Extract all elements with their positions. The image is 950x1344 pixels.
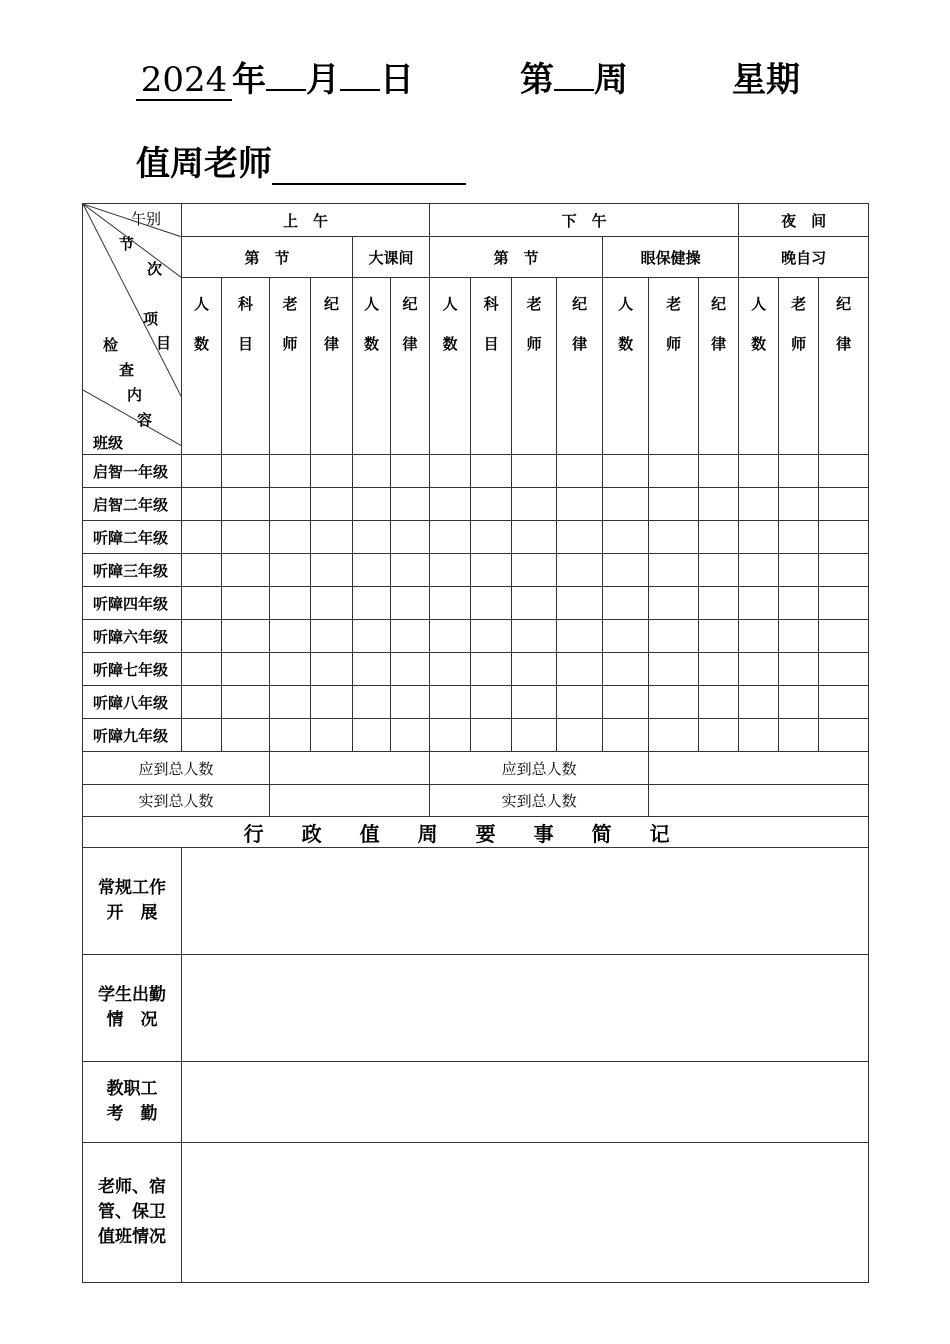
admin-routine-content[interactable] xyxy=(182,848,869,955)
check-cell[interactable] xyxy=(391,521,430,554)
check-cell[interactable] xyxy=(430,455,471,488)
table-row xyxy=(83,488,869,521)
break-label: 大课间 xyxy=(353,237,430,278)
col-header-char: 纪 xyxy=(572,295,588,314)
check-cell[interactable] xyxy=(391,719,430,752)
admin-attendance-content[interactable] xyxy=(182,955,869,1062)
col-header-teacher xyxy=(270,278,311,455)
month-label: 月 xyxy=(306,60,340,100)
actual-value-am[interactable] xyxy=(270,785,430,817)
col-header-char: 律 xyxy=(402,335,418,354)
col-header-char: 师 xyxy=(282,335,298,354)
check-cell[interactable] xyxy=(311,686,353,719)
date-line xyxy=(136,52,800,101)
table-row xyxy=(83,455,869,488)
check-cell[interactable] xyxy=(182,488,222,521)
check-cell[interactable] xyxy=(182,554,222,587)
col-header-char: 老 xyxy=(791,295,807,314)
check-cell[interactable] xyxy=(311,653,353,686)
col-header-char: 人 xyxy=(751,295,767,314)
col-header-char: 师 xyxy=(666,335,682,354)
check-cell[interactable] xyxy=(353,719,391,752)
check-cell[interactable] xyxy=(270,521,311,554)
column-headers xyxy=(83,278,869,455)
check-cell[interactable] xyxy=(779,521,819,554)
admin-duty-line1: 老师、宿 xyxy=(98,1177,166,1197)
check-cell[interactable] xyxy=(779,653,819,686)
teacher-line xyxy=(136,136,466,185)
col-header-count xyxy=(430,278,471,455)
check-cell[interactable] xyxy=(353,488,391,521)
col-header-teacher xyxy=(779,278,819,455)
check-cell[interactable] xyxy=(311,488,353,521)
col-header-discipline xyxy=(311,278,353,455)
check-cell[interactable] xyxy=(391,488,430,521)
check-cell[interactable] xyxy=(270,686,311,719)
admin-routine-line1: 常规工作 xyxy=(98,878,166,898)
teacher-blank[interactable] xyxy=(272,149,466,185)
check-cell[interactable] xyxy=(353,587,391,620)
teacher-label: 值周老师 xyxy=(136,144,272,184)
check-cell[interactable] xyxy=(391,455,430,488)
check-cell[interactable] xyxy=(471,521,512,554)
check-cell[interactable] xyxy=(391,653,430,686)
check-cell[interactable] xyxy=(512,587,557,620)
check-cell[interactable] xyxy=(311,587,353,620)
check-cell[interactable] xyxy=(699,653,739,686)
check-cell[interactable] xyxy=(471,620,512,653)
admin-duty-content[interactable] xyxy=(182,1143,869,1283)
check-cell[interactable] xyxy=(311,620,353,653)
col-header-char: 纪 xyxy=(711,295,727,314)
check-cell[interactable] xyxy=(270,620,311,653)
day-blank[interactable] xyxy=(340,89,380,91)
actual-value-pm[interactable] xyxy=(649,785,869,817)
check-cell[interactable] xyxy=(699,488,739,521)
check-cell[interactable] xyxy=(471,554,512,587)
check-cell[interactable] xyxy=(430,488,471,521)
check-cell[interactable] xyxy=(471,719,512,752)
col-header-char: 纪 xyxy=(323,295,339,314)
check-cell[interactable] xyxy=(353,455,391,488)
check-cell[interactable] xyxy=(512,488,557,521)
check-cell[interactable] xyxy=(270,554,311,587)
col-header-char: 数 xyxy=(363,335,379,354)
check-cell[interactable] xyxy=(557,455,603,488)
admin-duty-line2: 管、保卫 xyxy=(98,1202,166,1222)
corner-period: 节 xyxy=(119,235,135,253)
check-cell[interactable] xyxy=(222,620,270,653)
day-label: 日 xyxy=(380,60,414,100)
col-header-char: 老 xyxy=(282,295,298,314)
col-header-count xyxy=(739,278,779,455)
admin-title: 行政值周要事简记 xyxy=(83,817,869,848)
table-row xyxy=(83,521,869,554)
corner-item1: 项 xyxy=(143,310,159,328)
col-header-char: 目 xyxy=(483,335,499,354)
table-row xyxy=(83,686,869,719)
actual-label-am: 实到总人数 xyxy=(83,785,270,817)
col-header-char: 数 xyxy=(751,335,767,354)
admin-staff-line2: 考 勤 xyxy=(106,1104,158,1124)
section-morning: 上 午 xyxy=(182,204,430,237)
year-value: 2024 xyxy=(136,63,232,101)
check-cell[interactable] xyxy=(649,686,699,719)
check-cell[interactable] xyxy=(603,653,649,686)
check-cell[interactable] xyxy=(512,719,557,752)
expected-label-am: 应到总人数 xyxy=(83,752,270,785)
admin-staff-label xyxy=(83,1062,182,1143)
corner-check4: 容 xyxy=(137,411,153,429)
corner-class: 班级 xyxy=(93,434,124,452)
check-cell[interactable] xyxy=(699,686,739,719)
col-header-char: 科 xyxy=(237,295,253,314)
col-header-subject xyxy=(222,278,270,455)
check-cell[interactable] xyxy=(779,587,819,620)
actual-label-pm: 实到总人数 xyxy=(430,785,649,817)
check-cell[interactable] xyxy=(819,653,869,686)
check-cell[interactable] xyxy=(649,587,699,620)
check-cell[interactable] xyxy=(222,587,270,620)
col-header-char: 人 xyxy=(363,295,379,314)
check-cell[interactable] xyxy=(819,620,869,653)
admin-staff-content[interactable] xyxy=(182,1062,869,1143)
admin-routine-line2: 开 展 xyxy=(106,903,158,923)
col-header-discipline xyxy=(391,278,430,455)
class-name: 听障六年级 xyxy=(83,620,182,653)
admin-duty-line3: 值班情况 xyxy=(98,1227,166,1247)
check-cell[interactable] xyxy=(430,587,471,620)
check-cell[interactable] xyxy=(182,521,222,554)
check-cell[interactable] xyxy=(649,620,699,653)
am-period: 第 节 xyxy=(182,237,353,278)
col-header-char: 人 xyxy=(193,295,209,314)
corner-check1: 检 xyxy=(103,336,119,354)
col-header-char: 数 xyxy=(193,335,209,354)
col-header-count xyxy=(353,278,391,455)
check-cell[interactable] xyxy=(557,488,603,521)
check-cell[interactable] xyxy=(311,554,353,587)
col-header-teacher xyxy=(512,278,557,455)
check-cell[interactable] xyxy=(222,719,270,752)
check-cell[interactable] xyxy=(819,719,869,752)
col-header-discipline xyxy=(557,278,603,455)
class-name: 启智二年级 xyxy=(83,488,182,521)
col-header-char: 人 xyxy=(442,295,458,314)
col-header-char: 数 xyxy=(442,335,458,354)
inspection-table xyxy=(82,203,869,1283)
check-cell[interactable] xyxy=(391,620,430,653)
admin-attendance-label xyxy=(83,955,182,1062)
check-cell[interactable] xyxy=(699,587,739,620)
check-cell[interactable] xyxy=(512,455,557,488)
col-header-char: 律 xyxy=(323,335,339,354)
check-cell[interactable] xyxy=(739,521,779,554)
check-cell[interactable] xyxy=(603,521,649,554)
check-cell[interactable] xyxy=(739,653,779,686)
pm-period: 第 节 xyxy=(430,237,603,278)
check-cell[interactable] xyxy=(222,686,270,719)
col-header-teacher xyxy=(649,278,699,455)
corner-noon: 午别 xyxy=(131,210,162,228)
admin-attendance-line2: 情 况 xyxy=(106,1010,158,1030)
check-cell[interactable] xyxy=(311,719,353,752)
admin-attendance-line1: 学生出勤 xyxy=(98,985,166,1005)
check-cell[interactable] xyxy=(779,488,819,521)
check-cell[interactable] xyxy=(182,653,222,686)
col-header-count xyxy=(603,278,649,455)
week-prefix: 第 xyxy=(520,60,554,100)
col-header-char: 老 xyxy=(666,295,682,314)
corner-check3: 内 xyxy=(127,386,143,404)
table-row xyxy=(83,620,869,653)
check-cell[interactable] xyxy=(739,488,779,521)
check-cell[interactable] xyxy=(222,455,270,488)
check-cell[interactable] xyxy=(353,653,391,686)
col-header-char: 律 xyxy=(836,335,852,354)
check-cell[interactable] xyxy=(430,521,471,554)
check-cell[interactable] xyxy=(182,719,222,752)
col-header-char: 律 xyxy=(711,335,727,354)
check-cell[interactable] xyxy=(311,455,353,488)
check-cell[interactable] xyxy=(819,521,869,554)
check-cell[interactable] xyxy=(649,554,699,587)
table-row xyxy=(83,653,869,686)
check-cell[interactable] xyxy=(779,554,819,587)
check-cell[interactable] xyxy=(649,521,699,554)
check-cell[interactable] xyxy=(471,455,512,488)
check-cell[interactable] xyxy=(603,719,649,752)
check-cell[interactable] xyxy=(512,554,557,587)
check-cell[interactable] xyxy=(819,455,869,488)
check-cell[interactable] xyxy=(182,587,222,620)
check-cell[interactable] xyxy=(603,620,649,653)
check-cell[interactable] xyxy=(430,686,471,719)
check-cell[interactable] xyxy=(699,521,739,554)
check-cell[interactable] xyxy=(699,554,739,587)
check-cell[interactable] xyxy=(270,653,311,686)
check-cell[interactable] xyxy=(353,521,391,554)
section-night: 夜 间 xyxy=(739,204,869,237)
admin-routine-label xyxy=(83,848,182,955)
check-cell[interactable] xyxy=(182,686,222,719)
col-header-char: 律 xyxy=(572,335,588,354)
check-cell[interactable] xyxy=(471,686,512,719)
check-cell[interactable] xyxy=(222,488,270,521)
check-cell[interactable] xyxy=(603,587,649,620)
check-cell[interactable] xyxy=(270,719,311,752)
check-cell[interactable] xyxy=(353,620,391,653)
col-header-discipline xyxy=(819,278,869,455)
check-cell[interactable] xyxy=(819,554,869,587)
col-header-char: 老 xyxy=(526,295,542,314)
check-cell[interactable] xyxy=(699,719,739,752)
evening-study-label: 晚自习 xyxy=(739,237,869,278)
check-cell[interactable] xyxy=(391,587,430,620)
check-cell[interactable] xyxy=(222,554,270,587)
eye-exercise-label: 眼保健操 xyxy=(603,237,739,278)
check-cell[interactable] xyxy=(557,554,603,587)
class-name: 启智一年级 xyxy=(83,455,182,488)
col-header-char: 科 xyxy=(483,295,499,314)
check-cell[interactable] xyxy=(649,719,699,752)
check-cell[interactable] xyxy=(471,488,512,521)
check-cell[interactable] xyxy=(819,488,869,521)
col-header-char: 目 xyxy=(237,335,253,354)
corner-order: 次 xyxy=(147,260,163,278)
check-cell[interactable] xyxy=(430,653,471,686)
check-cell[interactable] xyxy=(222,653,270,686)
week-label: 周 xyxy=(594,60,628,100)
check-cell[interactable] xyxy=(557,521,603,554)
class-name: 听障八年级 xyxy=(83,686,182,719)
check-cell[interactable] xyxy=(779,620,819,653)
check-cell[interactable] xyxy=(557,719,603,752)
check-cell[interactable] xyxy=(512,521,557,554)
check-cell[interactable] xyxy=(739,620,779,653)
section-afternoon: 下 午 xyxy=(430,204,739,237)
check-cell[interactable] xyxy=(512,620,557,653)
class-name: 听障四年级 xyxy=(83,587,182,620)
col-header-subject xyxy=(471,278,512,455)
col-header-char: 人 xyxy=(618,295,634,314)
check-cell[interactable] xyxy=(430,554,471,587)
check-cell[interactable] xyxy=(739,719,779,752)
col-header-char: 数 xyxy=(618,335,634,354)
check-cell[interactable] xyxy=(471,587,512,620)
expected-value-pm[interactable] xyxy=(649,752,869,785)
check-cell[interactable] xyxy=(819,686,869,719)
check-cell[interactable] xyxy=(649,455,699,488)
check-cell[interactable] xyxy=(779,455,819,488)
col-header-discipline xyxy=(699,278,739,455)
check-cell[interactable] xyxy=(270,455,311,488)
col-header-count xyxy=(182,278,222,455)
check-cell[interactable] xyxy=(603,686,649,719)
check-cell[interactable] xyxy=(512,653,557,686)
check-cell[interactable] xyxy=(603,455,649,488)
check-cell[interactable] xyxy=(557,620,603,653)
table-row xyxy=(83,587,869,620)
check-cell[interactable] xyxy=(391,686,430,719)
col-header-char: 纪 xyxy=(402,295,418,314)
check-cell[interactable] xyxy=(311,521,353,554)
class-name: 听障七年级 xyxy=(83,653,182,686)
check-cell[interactable] xyxy=(739,554,779,587)
check-cell[interactable] xyxy=(739,455,779,488)
month-blank[interactable] xyxy=(266,89,306,91)
class-name: 听障二年级 xyxy=(83,521,182,554)
class-name: 听障三年级 xyxy=(83,554,182,587)
check-cell[interactable] xyxy=(779,686,819,719)
check-cell[interactable] xyxy=(649,653,699,686)
expected-value-am[interactable] xyxy=(270,752,430,785)
corner-header xyxy=(83,204,182,455)
col-header-char: 纪 xyxy=(836,295,852,314)
check-cell[interactable] xyxy=(739,587,779,620)
admin-duty-label xyxy=(83,1143,182,1283)
check-cell[interactable] xyxy=(182,455,222,488)
check-cell[interactable] xyxy=(779,719,819,752)
check-cell[interactable] xyxy=(739,686,779,719)
table-row xyxy=(83,554,869,587)
class-name: 听障九年级 xyxy=(83,719,182,752)
year-label: 年 xyxy=(232,60,266,100)
corner-check2: 查 xyxy=(119,361,135,379)
check-cell[interactable] xyxy=(471,653,512,686)
col-header-char: 师 xyxy=(791,335,807,354)
table-row xyxy=(83,719,869,752)
check-cell[interactable] xyxy=(649,488,699,521)
check-cell[interactable] xyxy=(557,653,603,686)
check-cell[interactable] xyxy=(699,620,739,653)
check-cell[interactable] xyxy=(430,620,471,653)
col-header-char: 师 xyxy=(526,335,542,354)
check-cell[interactable] xyxy=(819,587,869,620)
check-cell[interactable] xyxy=(270,587,311,620)
check-cell[interactable] xyxy=(512,686,557,719)
expected-label-pm: 应到总人数 xyxy=(430,752,649,785)
weekday-label: 星期 xyxy=(732,60,800,100)
check-cell[interactable] xyxy=(603,554,649,587)
admin-staff-line1: 教职工 xyxy=(106,1079,158,1099)
class-rows xyxy=(83,455,869,752)
check-cell[interactable] xyxy=(699,455,739,488)
check-cell[interactable] xyxy=(603,488,649,521)
check-cell[interactable] xyxy=(353,686,391,719)
week-blank[interactable] xyxy=(554,89,594,91)
check-cell[interactable] xyxy=(353,554,391,587)
corner-item2: 目 xyxy=(156,334,172,352)
check-cell[interactable] xyxy=(391,554,430,587)
check-cell[interactable] xyxy=(222,521,270,554)
check-cell[interactable] xyxy=(557,686,603,719)
check-cell[interactable] xyxy=(557,587,603,620)
check-cell[interactable] xyxy=(182,620,222,653)
check-cell[interactable] xyxy=(430,719,471,752)
check-cell[interactable] xyxy=(270,488,311,521)
